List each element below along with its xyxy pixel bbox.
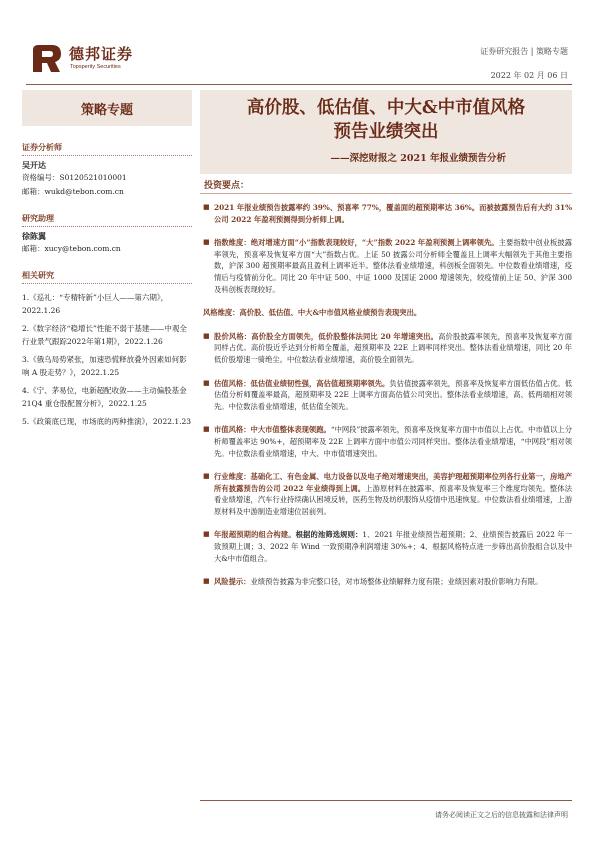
brand-logo bbox=[22, 40, 162, 76]
report-subtitle: ——深挖财报之 2021 年报业绩预告分析 bbox=[330, 153, 506, 164]
key-point bbox=[200, 237, 572, 295]
header-divider bbox=[26, 84, 572, 85]
report-title-line1: 高价股、低估值、中大&中市值风格 bbox=[246, 98, 526, 118]
key-point-text: 负估值披露率领先，预喜率及恢复率方面低估值占优。低估值分析师覆盖率最高，超预期率及 22E 上调率方面高估值公司突出。整体法看业绩增速，高、低两端相对领先。中位数法看业绩增速，低估值全领先。 bbox=[214, 378, 573, 411]
bullet-icon: ■ bbox=[203, 472, 210, 481]
bullet-icon: ■ bbox=[203, 203, 210, 211]
key-point bbox=[200, 471, 572, 517]
title-block bbox=[200, 90, 572, 174]
key-point-lead: 风险提示： bbox=[214, 577, 251, 587]
key-point bbox=[200, 424, 572, 459]
key-point bbox=[200, 331, 572, 366]
key-point-text: 主要指数中创业板披露率领先，预喜率及恢复率方面“大”指数占优。上证 50 披露公司分析师全覆盖且上调率大幅领先于其他主要指数，沪深 300 超预期率最高且盈利上调率近半。整体法看业绩增速，科创板全面领先。中位数看业绩增速，疫情后与疫情前分化。同比 20 年中证 500、中证 1000 及国证 2000 增速领先，较疫情前上证 50、沪深 300 及科创板表现较好。 bbox=[214, 238, 572, 294]
key-points-heading: 投资要点： bbox=[200, 174, 572, 194]
bullet-icon: ■ bbox=[203, 238, 210, 247]
key-point-text: 1、2021 年报业绩预告超预期；2、业绩预告披露后 2022 年一致预期上调；3、2022 年 Wind 一致预期净利润增速 30%+；4、根据风格特点进一步筛出高价股组合以及中大&中市值组合。 bbox=[214, 530, 573, 563]
document-type: 证券研究报告 | 策略专题 bbox=[480, 47, 568, 56]
document-date: 2022 年 02 月 06 日 bbox=[490, 71, 568, 80]
key-point-lead: 股价风格：高价股全方面领先，低价股整体法同比 20 年增速突出。 bbox=[214, 331, 439, 341]
related-item[interactable]: 1.《巡礼：“专精特新”小巨人——第六期》，2022.1.26 bbox=[22, 293, 169, 315]
key-point-highlight: 2021 年报业绩预告披露率约 39%、预喜率 77%，覆盖面的超预期率达 36%。而被披露预告后有大约 31%公司 2022 年盈利预测得到分析师上调。 bbox=[214, 203, 572, 224]
assistant-name: 徐陈翼 bbox=[22, 232, 46, 241]
related-research bbox=[22, 270, 192, 429]
section-label: 策略专题 bbox=[22, 90, 192, 126]
related-item[interactable]: 2.《数字经济“稳增长”性能不弱于基建——中观全行业景气跟踪2022年第1期》，2022.1.26 bbox=[22, 324, 187, 346]
key-point-lead: 市值风格：中大市值整体表现领跑。 bbox=[214, 425, 331, 435]
logo-text-cn: 德邦证券 bbox=[69, 45, 134, 63]
logo-mark-icon bbox=[30, 42, 64, 74]
key-point-lead: 行业维度：基础化工、有色金属、电力设备以及电子绝对增速突出，美容护理超预期率位列各行业第一，房地产所有披露预告的公司 2022 年业绩得到上调。 bbox=[214, 472, 572, 493]
analyst-name: 吴开达 bbox=[22, 161, 46, 170]
key-point-bold: 根据的池筛选规则： bbox=[295, 530, 363, 540]
report-title-line2: 预告业绩突出 bbox=[333, 122, 439, 142]
analyst-heading: 证券分析师 bbox=[22, 142, 192, 156]
style-dimension-line: 风格维度：高价股、低估值、中大&中市值风格业绩预告表现突出。 bbox=[203, 308, 422, 318]
footer-disclaimer[interactable]: 请务必阅读正文之后的信息披露和法律声明 bbox=[435, 811, 568, 819]
key-point-lead: 指数维度：绝对增速方面“小”指数表现较好，“大”指数 2022 年盈利预测上调率领先。 bbox=[214, 238, 499, 248]
bullet-icon: ■ bbox=[203, 530, 210, 539]
key-point-lead: 年报超预期的组合构建。 bbox=[214, 530, 296, 540]
key-point bbox=[200, 202, 572, 225]
related-item[interactable]: 3.《俄乌局势紧张，加速恐慌释放叠外因素如何影响 A 股走势？》，2022.1.25 bbox=[22, 355, 187, 377]
bullet-icon: ■ bbox=[203, 577, 210, 586]
analyst-license: 资格编号：S0120521010001 bbox=[22, 173, 127, 182]
bullet-icon: ■ bbox=[203, 378, 210, 387]
related-item[interactable]: 5.《政策底已现，市场底的两种推演》，2022.1.23 bbox=[22, 417, 192, 426]
sidebar bbox=[22, 90, 192, 435]
related-item[interactable]: 4.《宁、茅易位，电新超配收敛——主动偏股基金 21Q4 重仓股配置分析》，2022.1.25 bbox=[22, 386, 187, 408]
bullet-icon: ■ bbox=[203, 331, 210, 340]
key-point-text: “中网段”披露率领先，预喜率及恢复率方面中市值以上占优。中市值以上分析师覆盖率达 90%+，超预期率及 22E 上调率方面中市值公司同样突出。整体法看业绩增速，“中网段”相对领先。中位数法看业绩增速，中大、中市值增速突出。 bbox=[214, 425, 572, 458]
key-point bbox=[200, 576, 572, 588]
footer-divider bbox=[200, 800, 572, 801]
key-point-text: 高价股披露率领先，预喜率及恢复率方面同样占优。高价股近乎达到分析师全覆盖，超预期率及 22E 上调率同样突出。整体法看业绩增速，同比 20 年低价股增速一骑绝尘。中位数法看业绩增速，高价股全面领先。 bbox=[214, 331, 573, 364]
key-point bbox=[200, 529, 572, 564]
assistant-heading: 研究助理 bbox=[22, 213, 192, 227]
assistant-block bbox=[22, 213, 192, 256]
analyst-block bbox=[22, 142, 192, 199]
related-heading: 相关研究 bbox=[22, 270, 192, 284]
key-points-content bbox=[200, 200, 572, 588]
key-point-text: 上游原材料在披露率、预喜率及恢复率三个维度均领先。整体法看业绩增速，汽车行业持续确认困境反转，医药生物及纺织服饰从疫情中迅速恢复。中位数法看业绩增速，上游原材料及中游制造业增速位居前列。 bbox=[214, 483, 573, 516]
key-point-text: 业绩预告披露为非完整口径，对市场整体业绩解释力度有限；业绩因素对股价影响力有限。 bbox=[250, 577, 543, 587]
key-point bbox=[200, 378, 572, 413]
key-point-lead: 估值风格：低估值业绩韧性强，高估值超预期率领先。 bbox=[214, 378, 390, 388]
bullet-icon: ■ bbox=[203, 425, 210, 434]
assistant-email[interactable]: 邮箱：xucy@tebon.com.cn bbox=[22, 244, 121, 253]
logo-text-en: Topsperity Securities bbox=[70, 64, 121, 70]
analyst-email[interactable]: 邮箱：wukd@tebon.com.cn bbox=[22, 187, 124, 196]
